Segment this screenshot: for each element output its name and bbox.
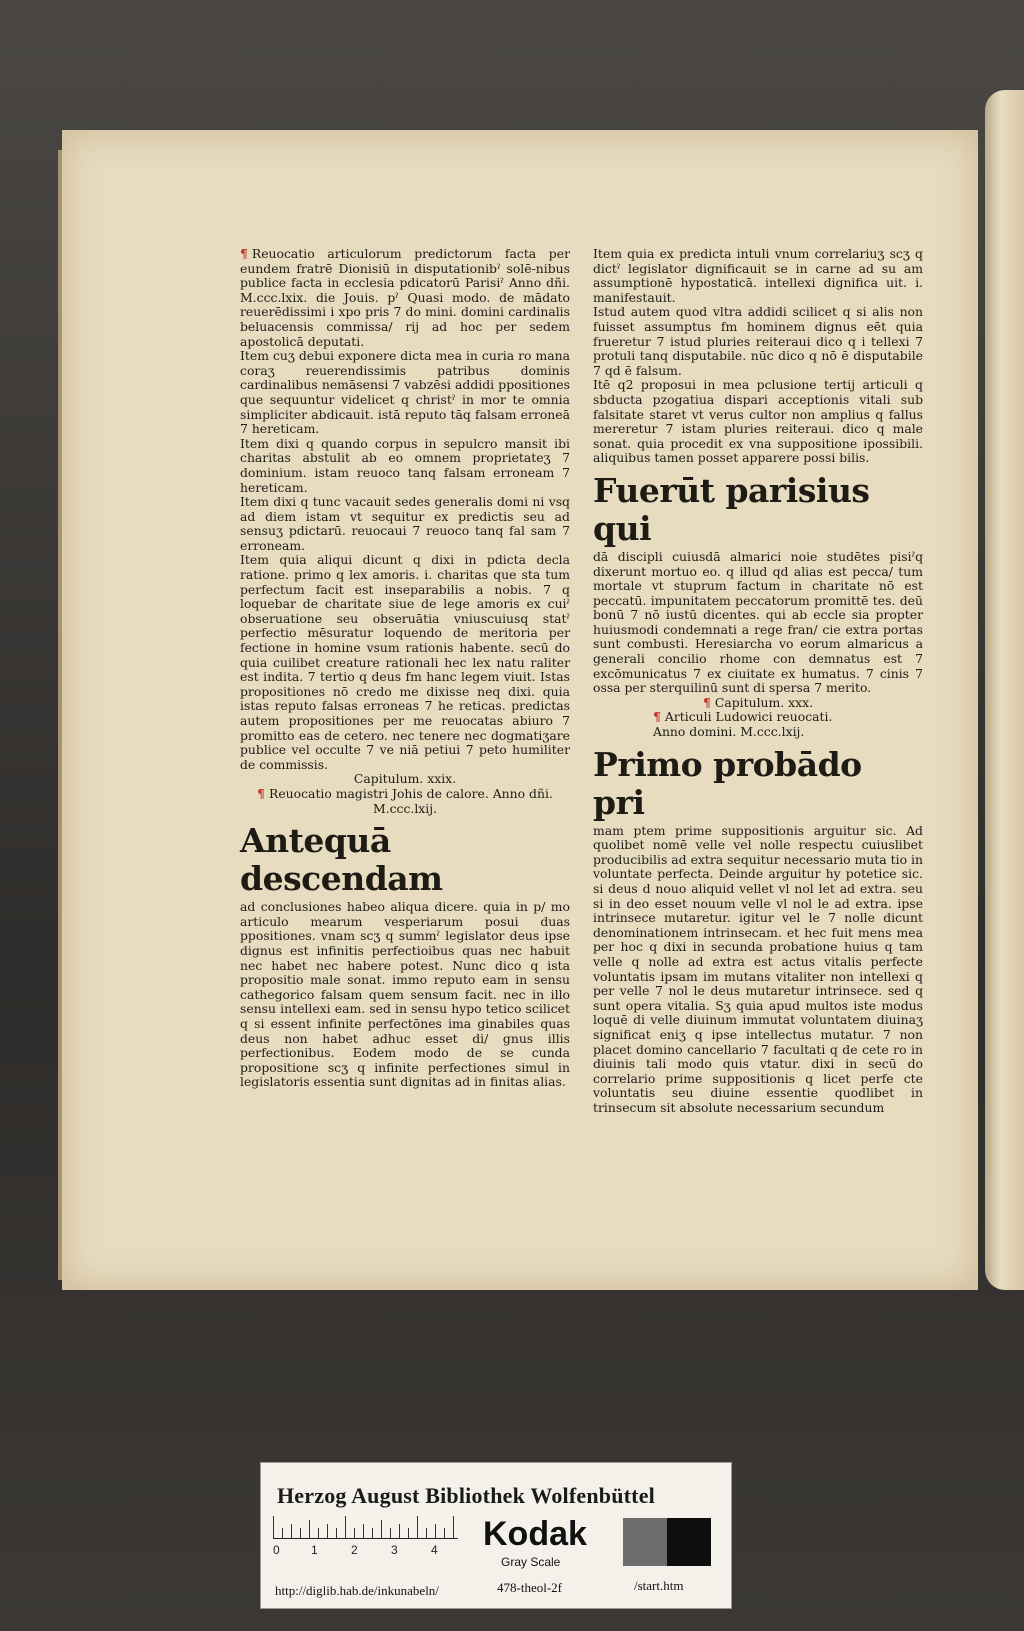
paragraph: Item quia aliqui dicunt q dixi in pdicta decla ratione. primo q lex amoris. i. charitas que sta tum perfectum facit est inseparabilis a nobis. 7 q loquebar de charitate siue de lege amoris ex cuiˀ obseruatione seu obseruātia vniuscuiusq statˀ perfectio mēsuratur loquendo de meritoria per fectione in homine vsum rationis habente. secū do quia cuilibet creature rationali hec lex natu raliter est indita. 7 tertio q deus fm hanc legem viuit. Istas propositiones nō credo me dixisse neq dixi. quia istas reputo falsas erroneas 7 he reticas. predictas autem propositiones per me reuocatas abiuro 7 promitto eas de cetero. nec tenere nec dogmatiʒare publice vel occulte 7 ve niā petiui 7 peto humiliter de commissis. xyxy=(240,552,570,772)
chapter-heading: Capitulum. xxix. xyxy=(353,771,457,787)
source-url: http://diglib.hab.de/inkunabeln/ xyxy=(275,1583,439,1598)
color-target-card xyxy=(260,1462,732,1609)
pilcrow-icon: ¶ xyxy=(702,694,711,710)
kodak-logo: Kodak xyxy=(483,1515,587,1553)
ruler-number: 1 xyxy=(311,1543,318,1557)
large-incipit: Antequā descendam xyxy=(240,821,443,899)
pilcrow-icon: ¶ xyxy=(240,246,248,261)
paragraph: Item dixi q quando corpus in sepulcro mansit ibi charitas abstulit ab eo omnem proprietateʒ 7 dominium. istam reuoco tanq falsam erroneam 7 hereticam. xyxy=(240,435,570,495)
url-suffix: /start.htm xyxy=(634,1578,684,1593)
ruler-number: 0 xyxy=(273,1543,280,1557)
paragraph: Itē q2 proposui in mea pclusione tertij articuli q sbducta pzogatiua dispari acceptionis vitali sub falsitate staret vt verus cultor non amplius q fallus mereretur 7 istam pluries reiteraui. dico q male sonat. quia procedit ex vna suppositione ipossibili. aliquibus tamen posset apparere possi bilis. xyxy=(593,377,923,466)
paragraph: dā discipli cuiusdā almarici noie studētes pisiˀq dixerunt mortuo eo. q illud qd alias est pecca/ tum mortale vt stuprum factum in charitate nō est peccatū. impunitatem peccatorum promittē tes. deū bonū 7 nō iustū dicentes. qui ab eccle sia propter huiusmodi condemnati a rege fran/ cie extra portas sunt combusti. Heresiarcha vo eorum almaricus a generali concilio rhome con demnatus est 7 excōmunicatus 7 ex ciuitate ex humatus. 7 cinis 7 ossa per sterquilinū sunt di spersa 7 merito. xyxy=(593,548,923,696)
chapter-date: Anno domini. M.ccc.lxij. xyxy=(653,724,805,740)
black-swatch xyxy=(667,1518,711,1566)
paragraph: Istud autem quod vltra addidi scilicet q si alis non fuisset assumptus fm hominem dignus eēt quia frueretur 7 istud pluries reiteraui dico q i tellexi 7 protuli tanq disputabile. nūc dico q nō ē disputabile 7 qd ē falsum. xyxy=(593,304,923,378)
chapter-subheading: ¶ Articuli Ludowici reuocati. xyxy=(653,709,833,725)
ruler xyxy=(273,1516,458,1539)
pilcrow-icon: ¶ xyxy=(257,785,266,801)
ruler-number: 3 xyxy=(391,1543,398,1557)
chapter-subheading: ¶ Reuocatio magistri Johis de calore. Anno dñi. M.ccc.lxij. xyxy=(257,785,553,816)
ruler-number: 2 xyxy=(351,1543,358,1557)
ruler-number: 4 xyxy=(431,1543,438,1557)
shelfmark: 478-theol-2f xyxy=(497,1580,562,1595)
paragraph: Item dixi q tunc vacauit sedes generalis domi ni vsq ad diem istam vt sequitur ex predictis seu ad sensuʒ pdictarū. reuocaui 7 reuoco tanq fal sam 7 erroneam. xyxy=(240,494,570,553)
gray-scale-label: Gray Scale xyxy=(501,1555,561,1569)
paragraph: ¶ Reuocatio articulorum predictorum facta per eundem fratrē Dionisiū in disputationibˀ solē-nibus publice facta in ecclesia pdicatorū Parisiˀ Anno dñi. M.ccc.lxix. die Jouis. pˀ Quasi modo. de mādato reuerēdissimi i xpo pris 7 do mini. domini cardinalis beluacensis commissa/ rij ad hoc per sedem apostolicā deputati. xyxy=(240,246,570,349)
paragraph: ad conclusiones habeo aliqua dicere. quia in p/ mo articulo mearum vesperiarum posui duas ppositiones. vnam scʒ q summˀ legislator deus ipse dignus est infinitis perfectioibus quas nec habuit nec habet nec habere potest. Nunc dico q ista propositio male sonat. immo reputo eam in sensu cathegorico falsam quem sensum facit. nec in illo sensu intellexi eam. sed in sensu hypo tetico scilicet q si essent infinite perfectōnes ima ginabiles quas deus non habet adhuc esset di/ gnus illis perfectionibus. Eodem modo de se cunda propositione scʒ q infinite perfectiones simul in legislatoris essentia sunt dignitas ad in finitas alias. xyxy=(240,899,570,1090)
chapter-heading: ¶ Capitulum. xxx. xyxy=(702,694,814,710)
right-column xyxy=(593,247,923,1116)
gray-swatch xyxy=(623,1518,667,1566)
large-incipit: Fuerūt parisius qui xyxy=(593,470,870,548)
facing-page-edge xyxy=(985,90,1024,1290)
paragraph: Item quia ex predicta intuli vnum correlariuʒ scʒ q dictˀ legislator dignificauit se in carne ad su am assumptionē hypostaticā. intellexi dignifica uit. i. manifestauit. xyxy=(593,246,923,305)
left-column xyxy=(240,247,570,1090)
paragraph: Item cuʒ debui exponere dicta mea in curia ro mana coraʒ reuerendissimis patribus dominis cardinalibus nemāsensi 7 vabzēsi addidi ppositiones que sequuntur videlicet q christˀ in mor te omnia simpliciter abdicauit. istā reputo tāq falsam erroneā 7 hereticam. xyxy=(240,348,570,437)
pilcrow-icon: ¶ xyxy=(653,709,661,725)
paragraph: mam ptem prime suppositionis arguitur sic. Ad quolibet nomē velle vel nolle respectu cuiuslibet producibilis ad extra sequitur necessario muta tio in voluntate perfecta. Deinde arguitur hy potetice sic. si deus d nouo aliquid vellet vl nol let ad extra. seu si in deo esset nouum velle vl nol le ad extra. ipse intrinsece mutaretur. igitur vel le 7 nolle dicunt denominationem intrinsecam. et hec fuit mens mea per hoc q dixi in secunda probatione huius q tam velle q nolle ad extra est actus vitalis perfecte voluntatis ipsam im mutans vitaliter non intellexi q per velle 7 nol le deus mutaretur intrinsece. sed q sunt opera vitalia. Sʒ quia apud multos iste modus loquē di velle diuinum immutat voluntatem diuinaʒ significat eniʒ q ipse intellectus mutatur. 7 non placet domino cancellario 7 facultati q de cete ro in diuinis tali modo quis vtatur. dixi in secū do correlario prime suppositionis q licet perfe cte voluntatis seu diuine essentie quodlibet in trinsecum sit absolute necessarium secundum xyxy=(593,822,923,1115)
large-incipit: Primo probādo pri xyxy=(593,744,862,822)
library-name: Herzog August Bibliothek Wolfenbüttel xyxy=(277,1483,655,1508)
